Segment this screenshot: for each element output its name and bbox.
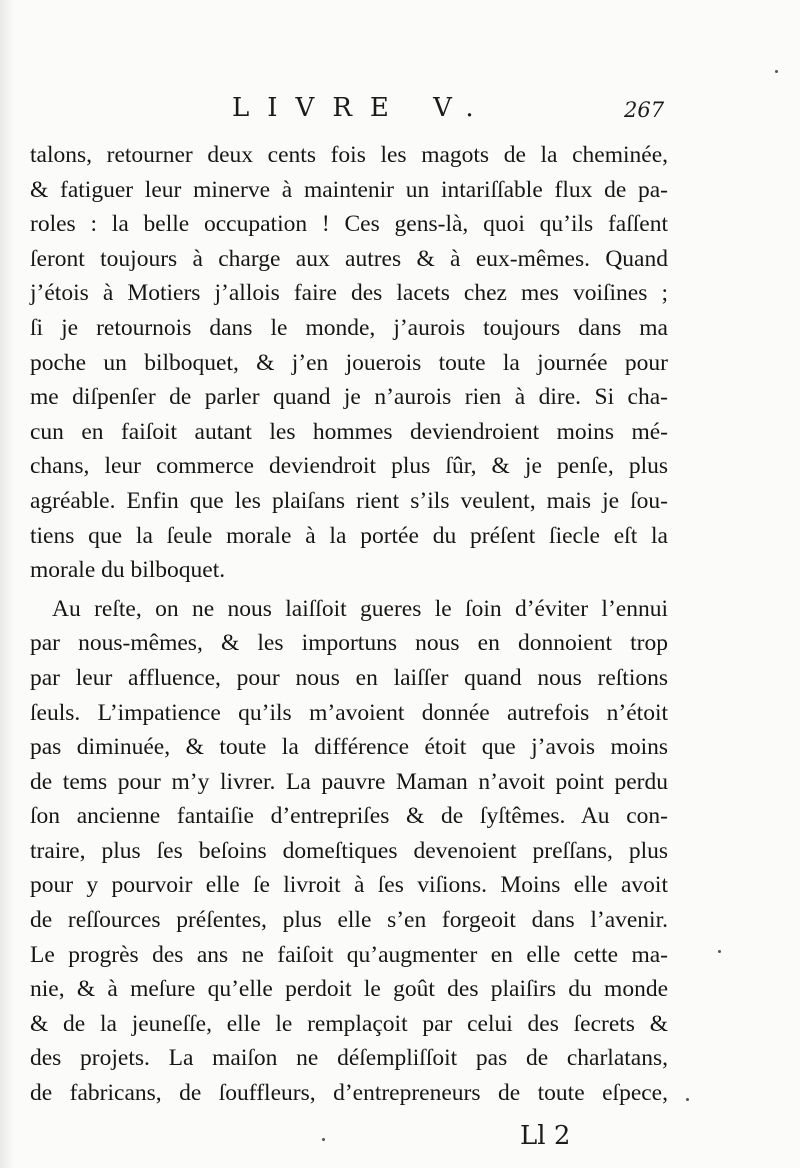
running-title: LIVRE V.	[232, 93, 492, 123]
text-line: de reſſources préſentes, plus elle s’en forgeoit dans l’avenir.	[30, 907, 668, 934]
paragraph-1	[30, 138, 668, 588]
text-line: par nous-mêmes, & les importuns nous en donnoient trop	[30, 630, 668, 657]
text-line: roles : la belle occupation ! Ces gens-là, quoi qu’ils faſſent	[30, 211, 668, 238]
text-line: ſon ancienne fantaiſie d’entrepriſes & de ſyſtêmes. Au con-	[30, 803, 668, 830]
page-header	[0, 88, 800, 128]
text-line: cun en faiſoit autant les hommes deviendroient moins mé-	[30, 418, 668, 445]
text-line: & de la jeuneſſe, elle le remplaçoit par celui des ſecrets &	[30, 1010, 668, 1037]
signature-mark: Ll 2	[520, 1121, 571, 1151]
page-number: 267	[624, 98, 665, 122]
text-line: j’étois à Motiers j’allois faire des lacets chez mes voiſines ;	[30, 280, 668, 307]
text-line: poche un bilboquet, & j’en jouerois toute la journée pour	[30, 349, 668, 376]
text-line: me diſpenſer de parler quand je n’aurois rien à dire. Si cha-	[30, 384, 668, 411]
text-line: traire, plus ſes beſoins domeſtiques devenoient preſſans, plus	[30, 837, 668, 864]
text-line: ſeront toujours à charge aux autres & à eux-mêmes. Quand	[30, 245, 668, 272]
text-line: chans, leur commerce deviendroit plus ſûr, & je penſe, plus	[30, 453, 668, 480]
text-line: de fabricans, de ſouffleurs, d’entrepreneurs de toute eſpece,	[30, 1080, 668, 1107]
text-line: par leur affluence, pour nous en laiſſer quand nous reſtions	[30, 664, 668, 691]
text-line: Au reſte, on ne nous laiſſoit gueres le ſoin d’éviter l’ennui	[52, 595, 668, 622]
ink-speck	[686, 1098, 689, 1101]
text-line: & fatiguer leur minerve à maintenir un intariſſable flux de pa-	[30, 176, 668, 203]
text-line: de tems pour m’y livrer. La pauvre Maman n’avoit point perdu	[30, 768, 668, 795]
text-line: tiens que la ſeule morale à la portée du préſent ſiecle eſt la	[30, 522, 668, 549]
text-line: talons, retourner deux cents fois les magots de la cheminée,	[30, 142, 668, 168]
page-edge-shadow	[0, 0, 14, 1168]
text-line: pour y pourvoir elle ſe livroit à ſes viſions. Moins elle avoit	[30, 872, 668, 899]
paragraph-2	[30, 592, 668, 1111]
text-line: Le progrès des ans ne faiſoit qu’augmenter en elle cette ma-	[30, 941, 668, 968]
text-line: ſeuls. L’impatience qu’ils m’avoient donnée autrefois n’étoit	[30, 699, 668, 726]
text-line: ſi je retournois dans le monde, j’aurois toujours dans ma	[30, 314, 668, 341]
ink-speck	[718, 950, 721, 953]
text-line: morale du bilboquet.	[30, 557, 226, 584]
text-line: agréable. Enfin que les plaiſans rient s’ils veulent, mais je ſou-	[30, 487, 668, 514]
ink-speck	[775, 70, 778, 73]
text-line: pas diminuée, & toute la différence étoit que j’avois moins	[30, 734, 668, 761]
body-text	[30, 138, 668, 1111]
text-line: des projets. La maiſon ne déſempliſſoit pas de charlatans,	[30, 1045, 668, 1072]
ink-speck	[322, 1138, 325, 1141]
text-line: nie, & à meſure qu’elle perdoit le goût des plaiſirs du monde	[30, 976, 668, 1003]
